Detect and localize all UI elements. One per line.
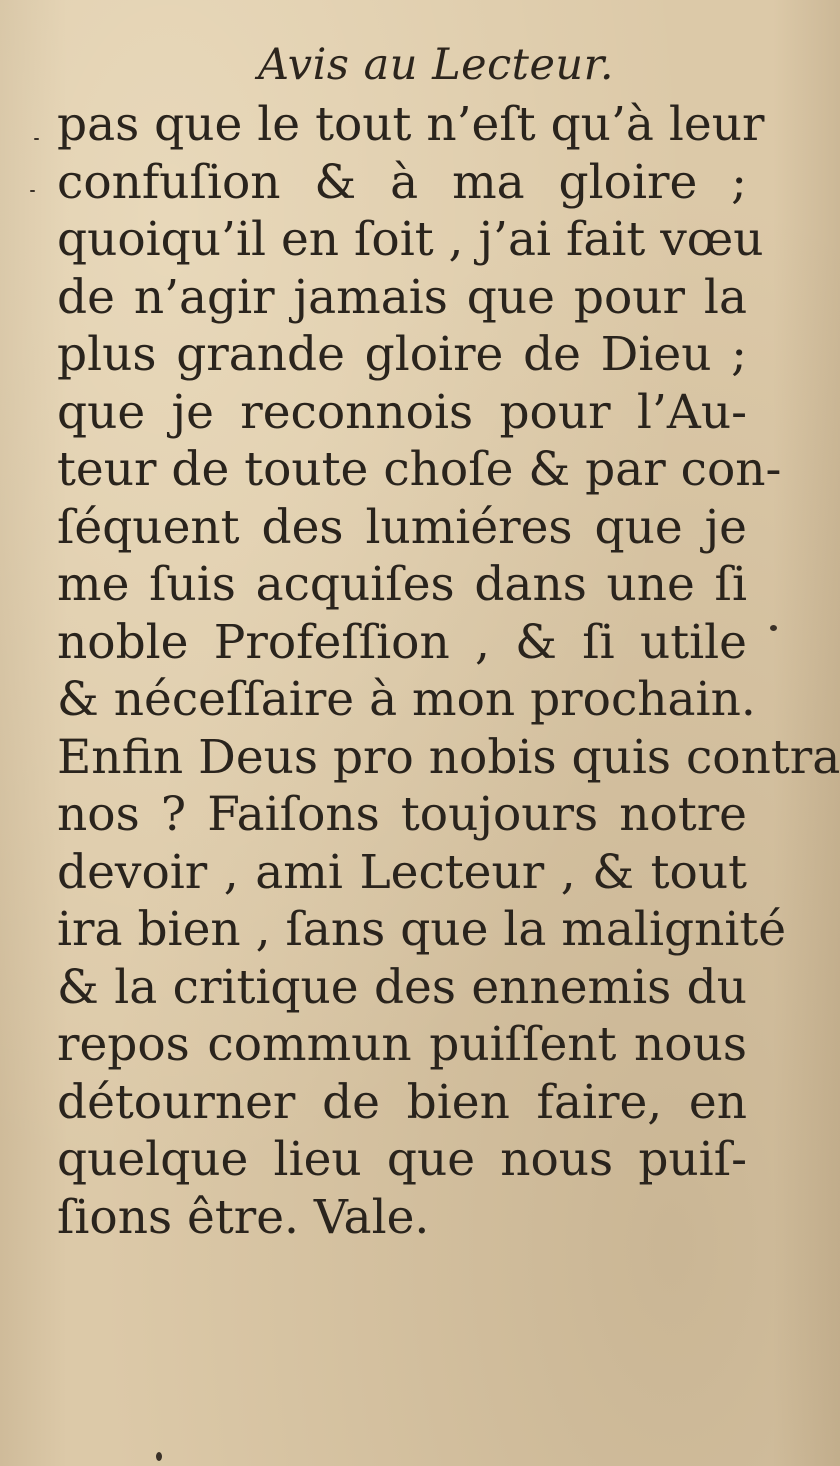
ink-speck xyxy=(770,625,777,631)
text-line: ſions être. Vale. xyxy=(57,1189,430,1245)
text-line: plus grande gloire de Dieu ; xyxy=(57,327,747,382)
text-line: quoiqu’il en ſoit , j’ai fait vœu xyxy=(57,212,764,267)
text-line: nos ? Faiſons toujours notre xyxy=(57,787,747,842)
text-line: pas que le tout n’eſt qu’à leur xyxy=(57,97,765,152)
text-line: confuſion & à ma gloire ; xyxy=(57,154,747,210)
text-line: détourner de bien faire, en xyxy=(57,1074,747,1130)
text-line: quelque lieu que nous puiſ- xyxy=(57,1132,747,1187)
text-line: & néceſſaire à mon prochain. xyxy=(57,672,756,727)
ink-speck xyxy=(34,138,39,140)
text-line: teur de toute choſe & par con- xyxy=(57,442,782,497)
text-line: ſéquent des lumiéres que je xyxy=(57,499,747,555)
text-line: devoir , ami Lecteur , & tout xyxy=(57,844,747,900)
text-line: noble Profeſſion , & ſi utile xyxy=(57,614,747,670)
text-line: repos commun puiſſent nous xyxy=(57,1017,747,1072)
body-text xyxy=(57,96,840,1246)
ink-speck xyxy=(30,190,35,192)
running-head: Avis au Lecteur. xyxy=(258,40,615,90)
text-line: & la critique des ennemis du xyxy=(57,959,747,1015)
text-line: que je reconnois pour l’Au- xyxy=(57,384,747,440)
text-line: Enfin Deus pro nobis quis contra xyxy=(57,729,840,785)
text-line: ira bien , ſans que la malignité xyxy=(57,902,787,957)
ink-speck xyxy=(156,1452,162,1461)
text-line: me ſuis acquiſes dans une ſi xyxy=(57,557,747,612)
text-line: de n’agir jamais que pour la xyxy=(57,269,747,325)
